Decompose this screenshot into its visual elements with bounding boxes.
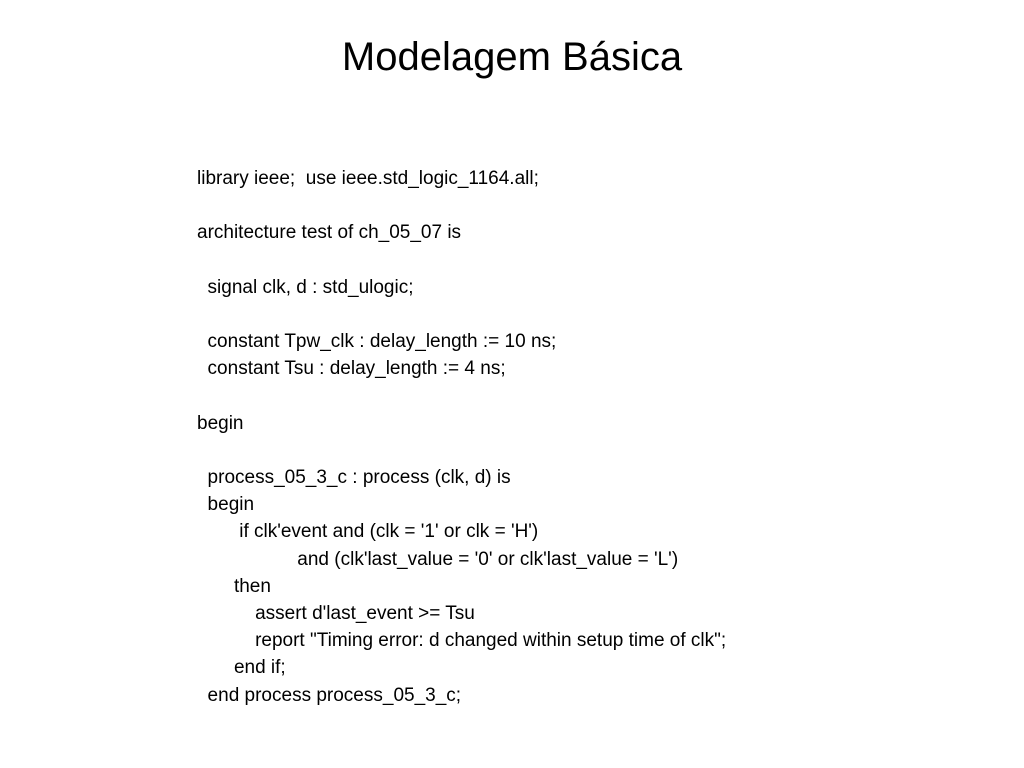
code-line: then xyxy=(197,575,271,597)
code-line: assert d'last_event >= Tsu xyxy=(197,603,475,624)
code-block xyxy=(197,165,997,709)
code-line xyxy=(197,192,997,219)
code-line: constant Tpw_clk : delay_length := 10 ns; xyxy=(197,331,557,353)
slide-title: Modelagem Básica xyxy=(341,35,683,79)
code-line: if clk'event and (clk = '1' or clk = 'H') xyxy=(197,521,539,543)
code-line: architecture test of ch_05_07 is xyxy=(197,222,462,244)
code-line xyxy=(197,383,997,410)
code-line: report "Timing error: d changed within setup time of clk"; xyxy=(197,630,727,652)
code-line: and (clk'last_value = '0' or clk'last_value = 'L') xyxy=(197,548,679,570)
code-line xyxy=(197,301,997,328)
code-line: end process process_05_3_c; xyxy=(197,684,462,706)
code-line: signal clk, d : std_ulogic; xyxy=(197,276,414,298)
code-line: end if; xyxy=(197,657,286,679)
code-line: library ieee; use ieee.std_logic_1164.all; xyxy=(197,168,539,189)
code-line: constant Tsu : delay_length := 4 ns; xyxy=(197,358,506,380)
code-line xyxy=(197,247,997,274)
code-line xyxy=(197,437,997,464)
code-line: process_05_3_c : process (clk, d) is xyxy=(197,467,511,489)
code-line: begin xyxy=(197,494,255,516)
code-line: begin xyxy=(197,412,244,434)
